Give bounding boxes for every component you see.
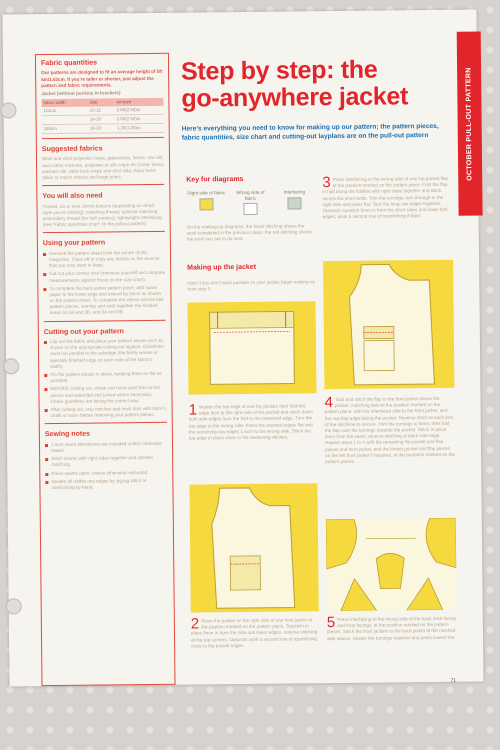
diagram-step-2	[189, 483, 318, 612]
title-line: Step by step: the	[180, 55, 378, 86]
table-cell	[42, 115, 88, 124]
wrong-side-swatch	[243, 203, 257, 215]
right-side-swatch	[199, 198, 213, 210]
key-item	[230, 190, 270, 215]
pocket-diagram	[188, 301, 317, 394]
suggested-text: Wool and wool-polyester crepe, gabardines, linens, raw silk and cotton mixtures, polyester or silk crepe de Chine; heavy washed silk; satin-back crepe and shot silks. Allow extra fabric to match checks and large prints.	[41, 155, 164, 181]
list-item: Lay out the fabric and place your pattern pieces on it as shown on the appropriate cutting-out layplan. Grainlines must run parallel to the selvedge (the firmly woven or specially finished edge on each side of the fabric’s width).	[44, 338, 166, 370]
divider	[42, 137, 164, 139]
list-item: Neaten all visible raw edges by zigzag stitch or overlocking by hand.	[45, 477, 167, 491]
making-up-heading: Making up the jacket	[187, 263, 257, 272]
using-heading: Using your pattern	[42, 239, 106, 248]
diagram-step-1	[188, 301, 317, 394]
key-heading: Key for diagrams	[186, 175, 244, 184]
table-cell: 14-20	[88, 115, 115, 124]
key-note: On the making-up diagrams, the black stitching shows the work completed in the previous steps, the red stitching shows the work you are to do next.	[186, 223, 312, 242]
list-item: BEFORE cutting out, check you have used the correct pieces and extended and joined where necessary. Check grainlines are facing the correct way.	[44, 385, 166, 405]
step-number: 3	[322, 174, 331, 192]
table-header: size	[88, 99, 115, 107]
step-3	[322, 176, 452, 221]
divider	[43, 231, 165, 233]
diagram-step-5	[326, 518, 457, 611]
binder-hole	[0, 102, 16, 118]
key-item	[274, 189, 314, 214]
key-label: Right side of fabric	[187, 190, 226, 196]
diagram-step-4	[323, 260, 454, 389]
jacket-front-diagram	[189, 483, 318, 612]
pocket-note: Note If you don’t want pockets on your jacket, begin making up from step 5.	[187, 279, 316, 292]
page-title	[181, 56, 452, 113]
table-cell: 1.20(1.20)m	[115, 123, 164, 132]
step-text: Neaten the top edge of one hip pocket, then fold this edge 3cm to the right side of the pocket and stitch down both side edges from the fold to the neatened edge. Turn the top edge to the wrong side. Press the seamed edges flat and the remaining raw edges 1.5cm to the wrong side. Stitch the top edge in place close to the neatening stitches.	[188, 403, 313, 441]
fabric-intro: Our patterns are designed to fit an average height of 5ft 6in/1.63cm. If you’re taller or shorter, just adjust the pattern and fabric requirements.	[41, 69, 163, 88]
jacket-flap-diagram	[323, 260, 454, 389]
divider	[44, 319, 166, 321]
list-item: Cut out your correct size (measure yourself and compare measurements against those on the size chart).	[43, 270, 165, 284]
interfacing-swatch	[287, 197, 301, 209]
binder-hole	[6, 598, 22, 614]
key-label: Wrong side of fabric	[236, 189, 265, 201]
step-text: Place the pocket on the right side of one front jacket at the position marked on the pattern piece. Topstitch in place 8mm in from the side and lower edges, reverse stitching at the top corners. Optional: work a second row of topstitching close to the pocket edges.	[190, 617, 318, 649]
title-line: go-anywhere jacket	[181, 82, 409, 113]
table-cell: 2.60(2.50)m	[115, 114, 164, 123]
key-label: Interfacing	[283, 189, 306, 195]
step-number: 1	[188, 401, 198, 419]
pattern-page	[2, 10, 483, 687]
step-text: Press interfacing to the wrong side of one hip pocket flap at the position marked on the pattern piece. Fold the flap in half along the foldline with right sides together and stitch across the short ends. Trim the turnings, turn through to the right side and press flat. Tack the long raw edges together. Optional: topstitch 8mm in from the short sides and lower fold edges; work a second row of topstitching if liked.	[322, 175, 449, 220]
step-text: Press interfacing to the wrong side of the back neck facing and front facings, at the position marked on the pattern pieces. Stitch the front jackets to the back jacket at the notched side seams, neaten the turnings together and press toward the	[326, 615, 456, 641]
facings-diagram	[326, 518, 457, 611]
list-item: Remove the pattern sheet from the centre of the magazine. Trace off or copy any details on the reverse that you may want to keep.	[43, 250, 165, 270]
suggested-heading: Suggested fabrics	[41, 145, 103, 154]
list-item: After cutting out, snip notches and mark dots with tailor’s chalk or tacks before removing your pattern pieces.	[45, 406, 167, 420]
fabric-heading: Fabric quantities	[40, 59, 98, 68]
step-number: 4	[324, 394, 334, 412]
list-item: 1.5cm seam allowances are included unless otherwise stated.	[45, 441, 167, 455]
step-2	[191, 617, 319, 649]
table-header: amount	[115, 98, 164, 106]
list-item: Stitch seams with right sides together and stitches matching.	[45, 455, 167, 469]
divider	[45, 422, 167, 424]
need-text: Thread, six or nine 18mm buttons (depending on which style you’re making); matching thread; optional matching embroidery thread (for belt carriers); lightweight interfacing (see ‘Fabric quantities chart’ on the pullout pattern).	[42, 202, 162, 228]
fabric-table	[41, 98, 163, 134]
table-caption: Jacket (without pockets in brackets)	[41, 90, 121, 97]
step-1	[189, 403, 317, 441]
section-tab	[457, 31, 483, 215]
cutting-heading: Cutting out your pattern	[43, 327, 124, 336]
step-number: 2	[190, 615, 200, 633]
list-item: Pin the pattern pieces in place, keeping them as flat as possible.	[44, 371, 166, 385]
table-cell: 10-12	[88, 106, 115, 115]
diagram-key	[186, 189, 314, 215]
list-item: To complete the back jacket pattern piece, add spare paper to the lower edge and extend by 54cm as shown on the pattern sheet. To complete the sleeve and tie belt pattern pieces, overlap and stick together the shaded areas on 3A and 3B, and 9A and 9B.	[43, 284, 165, 316]
table-cell: 150cm	[42, 124, 88, 133]
binder-hole	[3, 358, 19, 374]
step-4	[325, 396, 456, 465]
page-number: 71	[450, 677, 457, 684]
step-text: Tack and stitch the flap to the front jacket above the pocket, matching dots at the position marked on the pattern piece, with the interfaced side to the front jacket, and the raw flap edge facing the pocket. Reverse stitch at each end of the stitchline to secure. Trim the turnings to 6mm, then fold the flap over the turnings towards the pocket. Stitch in place 6mm from the seam, reverse stitching at each side edge. Repeat steps 1 to 4 with the remaining hip pocket and flap pieces and front jacket, and the breast pocket and flap pieces on the left front jacket if required, at the positions marked on the pattern pieces.	[324, 395, 455, 465]
table-cell: 10-20	[88, 124, 115, 133]
tab-label: OCTOBER PULL-OUT PATTERN	[465, 66, 474, 181]
divider	[42, 184, 164, 186]
sewing-heading: Sewing notes	[44, 430, 91, 439]
table-cell: 2.60(2.50)m	[115, 106, 164, 115]
table-row	[42, 123, 164, 133]
list-item: Press seams open, unless otherwise instructed.	[45, 469, 167, 476]
table-header: fabric width	[41, 99, 87, 107]
info-column	[35, 53, 176, 686]
key-item	[186, 190, 226, 215]
step-5	[327, 616, 457, 642]
table-cell: 112cm	[41, 107, 87, 116]
step-number: 5	[326, 614, 336, 632]
intro-text: Here’s everything you need to know for making up our pattern; the pattern pieces, fabric quantities, size chart and cutting-out layplans are on the pull-out pattern	[181, 122, 439, 142]
need-heading: You will also need	[42, 192, 103, 201]
